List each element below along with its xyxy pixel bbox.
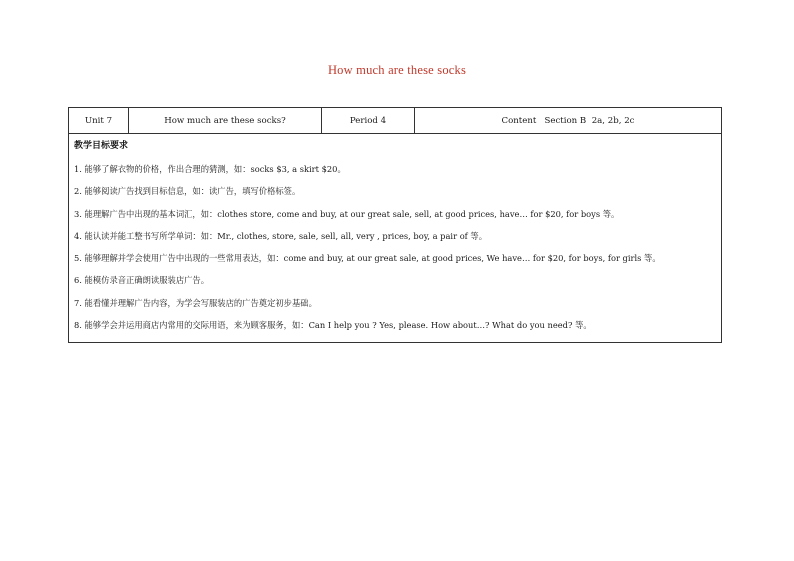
- objective-item-1: 1. 能够了解衣物的价格，作出合理的猜测，如：socks $3, a skirt $20。: [74, 164, 346, 174]
- objectives-row: [69, 134, 722, 343]
- table-header-row: [69, 108, 722, 134]
- objective-item-7: 7. 能看懂并理解广告内容，为学会写服装店的广告奠定初步基础。: [74, 297, 317, 308]
- objective-item-3: 3. 能理解广告中出现的基本词汇，如：clothes store, come and buy, at our great sale, sell, at good prices, have… for $20, for boys 等。: [74, 208, 620, 219]
- content-cell: [415, 108, 722, 134]
- page-title: How much are these socks: [327, 63, 467, 77]
- lesson-plan-table: [68, 107, 722, 343]
- period-cell: Period 4: [322, 108, 415, 134]
- objective-item-2: 2. 能够阅读广告找到目标信息，如：读广告，填写价格标签。: [74, 186, 301, 197]
- objectives-heading: 教学目标要求: [74, 141, 129, 151]
- objectives-cell: [69, 134, 722, 343]
- content-text: Content Section B 2a, 2b, 2c: [501, 115, 635, 126]
- objective-item-4: 4. 能认读并能工整书写所学单词：如：Mr., clothes, store, sale, sell, all, very , prices, boy, a pair of 等。: [74, 230, 487, 241]
- objective-item-6: 6. 能模仿录音正确朗读服装店广告。: [74, 275, 210, 286]
- objective-item-8: 8. 能够学会并运用商店内常用的交际用语，来为顾客服务，如：Can I help you ? Yes, please. How about…? What do you need? 等。: [74, 320, 592, 331]
- unit-cell: Unit 7: [69, 108, 129, 134]
- objective-item-5: 5. 能够理解并学会使用广告中出现的一些常用表达，如：come and buy, at our great sale, at good prices, We have… for $20, for boys, for girls 等。: [74, 253, 661, 264]
- lesson-title-cell: How much are these socks?: [129, 108, 322, 134]
